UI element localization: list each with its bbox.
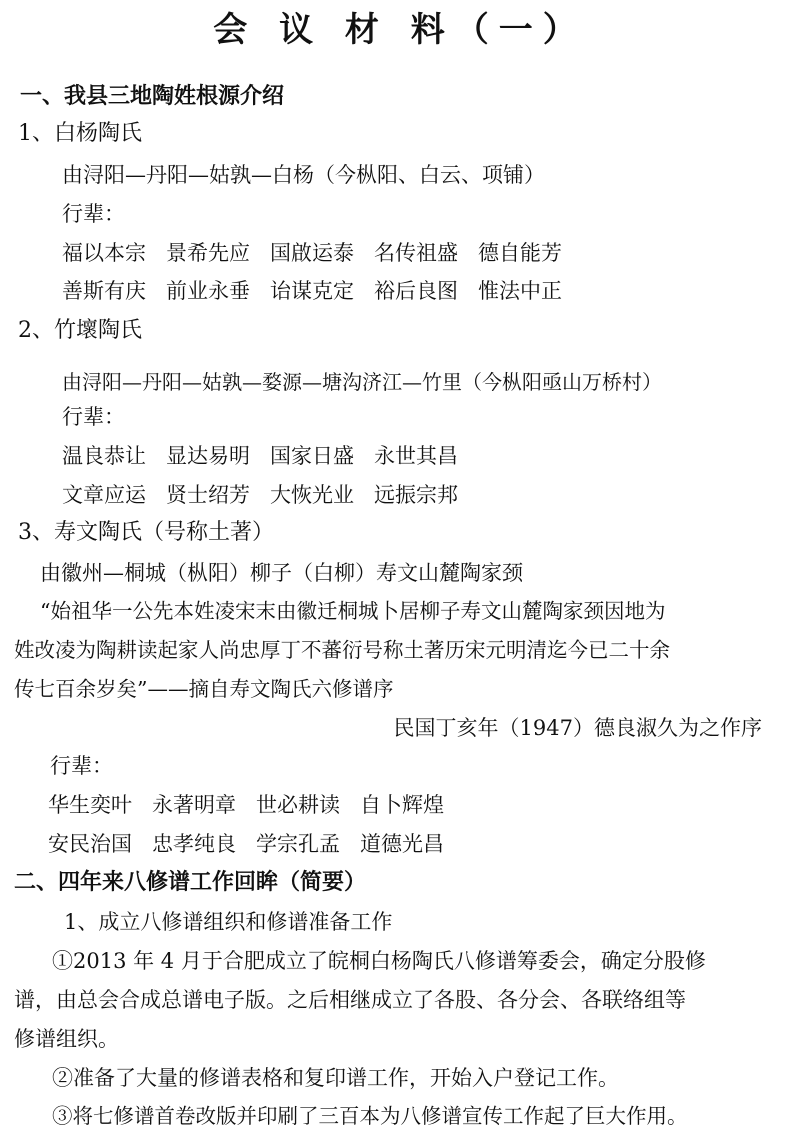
baiyang-gen-row1 — [62, 238, 582, 268]
gen-word: 安民治国 — [48, 832, 132, 856]
gen-word: 永著明章 — [152, 793, 236, 817]
shouwen-quote-line2: 姓改凌为陶耕读起家人尚忠厚丁不蕃衍号称土著历宋元明清迄今已二十余 — [14, 638, 670, 662]
shouwen-gen-row1 — [48, 790, 464, 820]
gen-word: 自卜辉煌 — [360, 793, 444, 817]
gen-word: 前业永垂 — [166, 279, 250, 303]
gen-word: 华生奕叶 — [48, 793, 132, 817]
baiyang-label: 1、白杨陶氏 — [18, 121, 142, 146]
gen-word: 温良恭让 — [62, 444, 146, 468]
gen-word: 裕后良图 — [374, 279, 458, 303]
gen-word: 景希先应 — [166, 241, 250, 265]
shouwen-route: 由徽州—桐城（枞阳）柳子（白柳）寿文山麓陶家颈 — [40, 561, 523, 585]
gen-word: 忠孝纯良 — [152, 832, 236, 856]
shouwen-label: 3、寿文陶氏（号称土著） — [18, 520, 274, 545]
shouwen-signature: 民国丁亥年（1947）德良淑久为之作序 — [393, 716, 762, 740]
shouwen-gen-row2 — [48, 829, 464, 859]
zhukui-label: 2、竹壞陶氏 — [18, 318, 142, 343]
gen-word: 德自能芳 — [478, 241, 562, 265]
gen-word: 远振宗邦 — [374, 483, 458, 507]
section1-heading: 一、我县三地陶姓根源介绍 — [20, 84, 285, 109]
gen-word: 大恢光业 — [270, 483, 354, 507]
zhukui-gen-row1 — [62, 441, 478, 471]
gen-word: 福以本宗 — [62, 241, 146, 265]
baiyang-route: 由浔阳—丹阳—姑孰—白杨（今枞阳、白云、项铺） — [62, 163, 545, 187]
section2-p1-line3: 修谱组织。 — [14, 1027, 119, 1051]
gen-word: 永世其昌 — [374, 444, 458, 468]
baiyang-gen-label: 行辈： — [62, 202, 125, 226]
shouwen-quote-line1: “始祖华一公先本姓凌宋末由徽迁桐城卜居柳子寿文山麓陶家颈因地为 — [40, 599, 666, 623]
shouwen-quote-line3: 传七百余岁矣”——摘自寿文陶氏六修谱序 — [14, 677, 394, 701]
baiyang-gen-row2 — [62, 276, 582, 306]
gen-word: 国家日盛 — [270, 444, 354, 468]
section2-p1-line1: ①2013 年 4 月于合肥成立了皖桐白杨陶氏八修谱筹委会，确定分股修 — [52, 949, 706, 973]
gen-word: 学宗孔孟 — [256, 832, 340, 856]
gen-word: 贤士绍芳 — [166, 483, 250, 507]
section2-p1-line2: 谱，由总会合成总谱电子版。之后相继成立了各股、各分会、各联络组等 — [14, 988, 686, 1012]
zhukui-gen-row2 — [62, 480, 478, 510]
section2-p3: ③将七修谱首卷改版并印刷了三百本为八修谱宣传工作起了巨大作用。 — [52, 1104, 688, 1128]
zhukui-gen-label: 行辈： — [62, 405, 125, 429]
section2-p2: ②准备了大量的修谱表格和复印谱工作，开始入户登记工作。 — [52, 1066, 619, 1090]
gen-word: 显达易明 — [166, 444, 250, 468]
gen-word: 国啟运泰 — [270, 241, 354, 265]
gen-word: 文章应运 — [62, 483, 146, 507]
section2-heading: 二、四年来八修谱工作回眸（简要） — [14, 870, 367, 895]
page-title: 会 议 材 料（一） — [213, 10, 587, 50]
gen-word: 世必耕读 — [256, 793, 340, 817]
gen-word: 诒谋克定 — [270, 279, 354, 303]
gen-word: 善斯有庆 — [62, 279, 146, 303]
zhukui-route: 由浔阳—丹阳—姑孰—婺源—塘沟济江—竹里（今枞阳亟山万桥村） — [62, 370, 662, 394]
gen-word: 道德光昌 — [360, 832, 444, 856]
shouwen-gen-label: 行辈： — [50, 754, 113, 778]
gen-word: 名传祖盛 — [374, 241, 458, 265]
gen-word: 惟法中正 — [478, 279, 562, 303]
section2-sub1: 1、成立八修谱组织和修谱准备工作 — [64, 910, 393, 934]
